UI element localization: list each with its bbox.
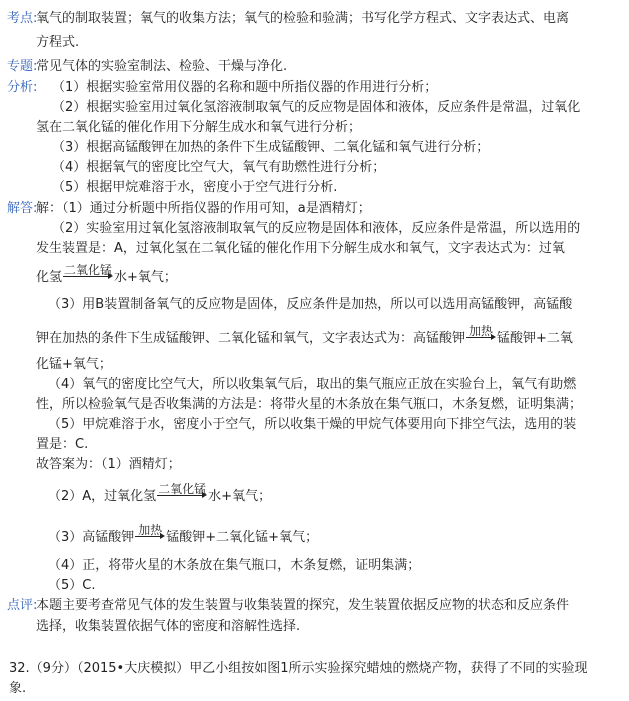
next-question-line-2: 象. xyxy=(9,681,27,696)
answer-2-arrow xyxy=(156,482,208,505)
answer-3-products: 锰酸钾+二氧化锰+氧气； xyxy=(166,530,319,545)
reaction-arrow-icon xyxy=(63,272,113,282)
reaction-arrow-icon xyxy=(466,333,496,343)
answer-3 xyxy=(48,523,319,546)
fenxi-line-4: （3）根据高锰酸钾在加热的条件下生成锰酸钾、二氧化锰和氧气进行分析； xyxy=(52,140,490,155)
label-zhuanti: 专题: xyxy=(7,59,38,74)
reaction-arrow-icon xyxy=(157,491,207,501)
answer-heading: 故答案为：（1）酒精灯； xyxy=(36,457,181,472)
next-question-line-1: 32.（9分）（2015•大庆模拟）甲乙小组按如图1所示实验探究蜡烛的燃烧产物，获得了不同的实验现 xyxy=(9,661,588,676)
answer-2-products: 水+氧气； xyxy=(208,489,272,504)
jieda-line-7: 化锰+氧气； xyxy=(36,357,112,372)
equation-kmno4-products: 锰酸钾+二氧 xyxy=(497,331,573,346)
label-dianping: 点评: xyxy=(7,598,38,613)
answer-2 xyxy=(48,482,272,505)
kaodian-text-2: 方程式. xyxy=(36,35,80,50)
equation-h2o2-products: 水+氧气； xyxy=(114,270,177,285)
equation-h2o2 xyxy=(36,263,177,286)
jieda-line-10: （5）甲烷难溶于水，密度小于空气，所以收集干燥的甲烷气体要用向下排空气法，选用的装 xyxy=(48,417,577,432)
jieda-line-5: （3）用B装置制备氧气的反应物是固体，反应条件是加热，所以可以选用高锰酸钾，高锰酸 xyxy=(48,297,573,312)
answer-5: （5）C. xyxy=(48,578,96,593)
kaodian-text-1: 氧气的制取装置；氧气的收集方法；氧气的检验和验满；书写化学方程式、文字表达式、电离 xyxy=(36,11,570,26)
fenxi-line-6: （5）根据甲烷难溶于水，密度小于空气进行分析. xyxy=(52,180,338,195)
equation-kmno4-line xyxy=(36,324,573,347)
reaction-arrow-icon xyxy=(135,532,165,542)
fenxi-line-1: （1）根据实验室常用仪器的名称和题中所指仪器的作用进行分析； xyxy=(52,80,438,95)
jieda-line-9: 性，所以检验氧气是否收集满的方法是：将带火星的木条放在集气瓶口，木条复燃，证明集满； xyxy=(36,397,583,412)
answer-2-reactant: （2）A，过氧化氢 xyxy=(48,489,157,504)
jieda-line-3: 发生装置是：A，过氧化氢在二氧化锰的催化作用下分解生成水和氧气，文字表达式为：过氧 xyxy=(36,241,565,256)
equation-kmno4-text: 钾在加热的条件下生成锰酸钾、二氧化锰和氧气，文字表达式为：高锰酸钾 xyxy=(36,331,466,346)
equation-kmno4-arrow xyxy=(465,324,497,347)
label-fenxi: 分析: xyxy=(7,80,38,95)
fenxi-line-5: （4）根据氧气的密度比空气大，氧气有助燃性进行分析； xyxy=(52,160,386,175)
dianping-line-1: 本题主要考查常见气体的发生装置与收集装置的探究，发生装置依据反应物的状态和反应条件 xyxy=(36,598,570,613)
dianping-line-2: 选择，收集装置依据气体的密度和溶解性选择. xyxy=(36,619,301,634)
equation-kmno4-condition: 加热 xyxy=(469,324,494,338)
fenxi-line-3: 氢在二氧化锰的催化作用下分解生成水和氧气进行分析； xyxy=(36,120,362,135)
jieda-line-11: 置是：C. xyxy=(36,437,89,452)
zhuanti-text: 常见气体的实验室制法、检验、干燥与净化. xyxy=(36,59,288,74)
label-jieda: 解答: xyxy=(7,201,38,216)
jieda-line-2: （2）实验室用过氧化氢溶液制取氧气的反应物是固体和液体，反应条件是常温，所以选用的 xyxy=(52,221,581,236)
answer-3-reactant: （3）高锰酸钾 xyxy=(48,530,135,545)
jieda-line-8: （4）氧气的密度比空气大，所以收集氧气后，取出的集气瓶应正放在实验台上，氧气有助燃 xyxy=(48,377,577,392)
label-kaodian: 考点: xyxy=(7,11,38,26)
equation-h2o2-arrow xyxy=(62,263,114,286)
fenxi-line-2: （2）根据实验室用过氧化氢溶液制取氧气的反应物是固体和液体，反应条件是常温，过氧化 xyxy=(52,100,581,115)
answer-4: （4）正，将带火星的木条放在集气瓶口，木条复燃，证明集满； xyxy=(48,558,421,573)
answer-3-condition: 加热 xyxy=(138,523,163,537)
equation-h2o2-condition: 二氧化锰 xyxy=(64,263,113,277)
answer-3-arrow xyxy=(134,523,166,546)
answer-2-condition: 二氧化锰 xyxy=(158,482,207,496)
jieda-line-1: 解：（1）通过分析题中所指仪器的作用可知，a是酒精灯； xyxy=(36,201,371,216)
equation-h2o2-reactant: 化氢 xyxy=(36,270,63,285)
